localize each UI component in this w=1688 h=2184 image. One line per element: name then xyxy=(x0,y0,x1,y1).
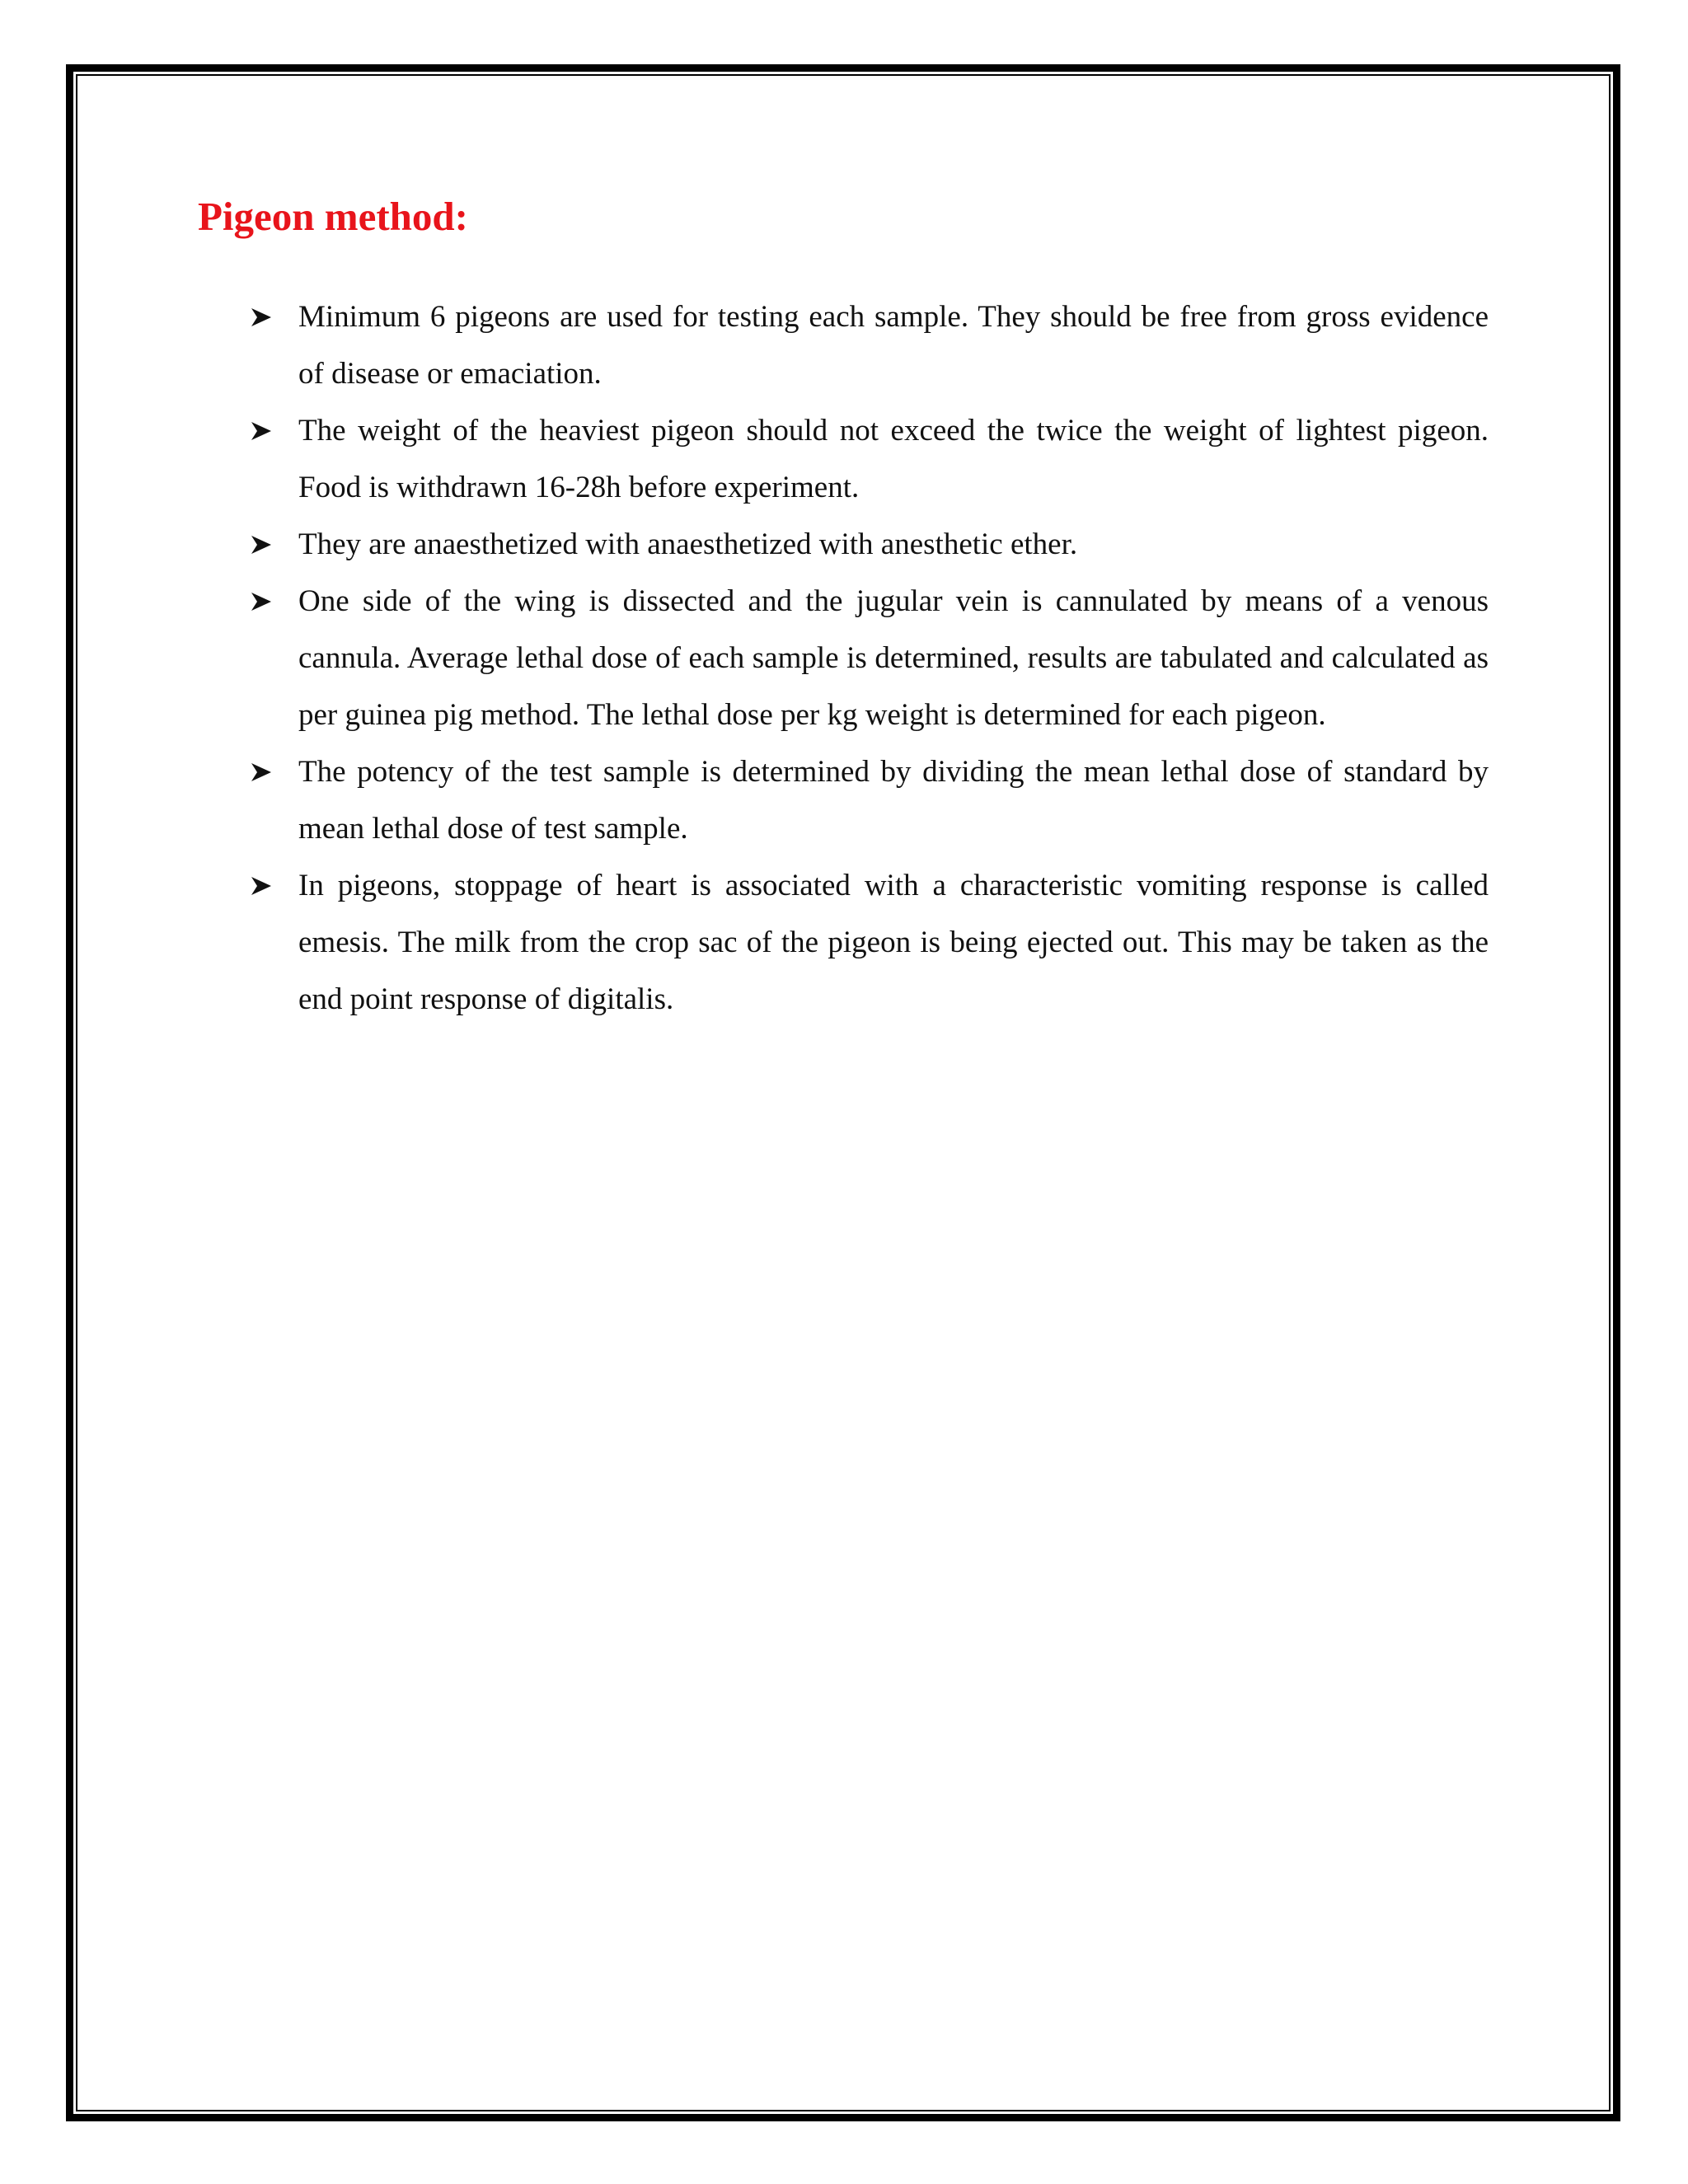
section-heading: Pigeon method: xyxy=(198,194,468,239)
bullet-list xyxy=(247,288,1489,1028)
list-item xyxy=(247,516,1489,573)
arrowhead-bullet-icon xyxy=(247,288,275,345)
list-item-text: Minimum 6 pigeons are used for testing each sample. They should be free from gross evidence of disease or emaciation. xyxy=(298,300,1489,391)
list-item xyxy=(247,288,1489,402)
list-item-text: They are anaesthetized with anaesthetized with anesthetic ether. xyxy=(298,527,1078,561)
arrowhead-bullet-icon xyxy=(247,516,275,573)
list-item xyxy=(247,857,1489,1028)
list-item-text: The potency of the test sample is determined by dividing the mean lethal dose of standard by mean lethal dose of test sample. xyxy=(298,755,1489,846)
list-item-text: One side of the wing is dissected and the jugular vein is cannulated by means of a venous cannula. Average lethal dose of each sample is determined, results are tabulated and calculated as per guinea pig method. The lethal dose per kg weight is determined for each pigeon. xyxy=(298,584,1489,732)
arrowhead-bullet-icon xyxy=(247,857,275,914)
list-item xyxy=(247,402,1489,516)
arrowhead-bullet-icon xyxy=(247,573,275,630)
arrowhead-bullet-icon xyxy=(247,402,275,459)
list-item xyxy=(247,743,1489,857)
list-item-text: The weight of the heaviest pigeon should not exceed the twice the weight of lightest pigeon. Food is withdrawn 16-28h before experiment. xyxy=(298,414,1489,504)
list-item xyxy=(247,573,1489,743)
list-item-text: In pigeons, stoppage of heart is associated with a characteristic vomiting response is called emesis. The milk from the crop sac of the pigeon is being ejected out. This may be taken as the end point response of digitalis. xyxy=(298,869,1489,1016)
arrowhead-bullet-icon xyxy=(247,743,275,800)
